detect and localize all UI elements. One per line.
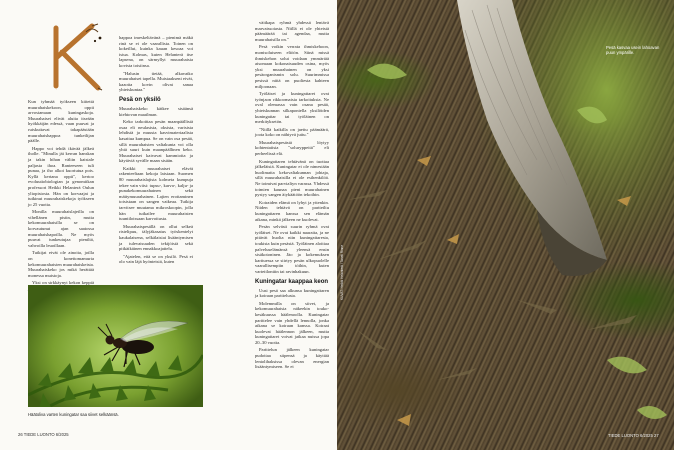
paragraph: Uusi pesä saa alkunsa kuningattaren ja koiraan parittelusta.: [255, 287, 329, 299]
drop-cap-k: [48, 22, 108, 92]
stump-photo-illustration: [337, 0, 674, 450]
paragraph: Happo voi tehdä ikävää jälkeä iholle. "Minulla jäi kerran hanskan ja takin hihan väliin kaistale paljasta ihoa. Ranteeseen tuli punaa, ja iho alkoi kuoriutua pois. Kyllä kertana oppii", kertoo evoluutiobiologian ja genomiikan professori Heikki Helanterä Oulun yliopistosta. Hän on korvaajat ja tutkinut muurahaiskekoja työkseen jo 25 vuotta.: [28, 145, 94, 207]
paragraph: väitkapa ryhmä yhdessä lentävä marvaissoiasta. Niillä ei ole yhteistä päämäärää tai agendaa, mutta muurahaisilla on.": [255, 20, 329, 42]
page-number: 26: [18, 432, 23, 437]
section-heading: Kuningatar kaappaa keon: [255, 278, 329, 285]
paragraph: Muurahaispesällä on ollut selkeä ristelipuu, tälyjäkasatus työskentelyt kaukalaisena, selkälaisiai lisääntymisen ja tulevaisuuden tekijöistä sekä pitkäikäinen ennakkoajattelu.: [119, 223, 193, 252]
text-column-1: [28, 99, 94, 299]
page-footer: [18, 432, 69, 437]
page-footer-right: [608, 433, 659, 438]
paragraph: Keko tarkoittaa pesän maanpäällistä osaa eli neulasista, oksista, varisista lehdistä ja muusta kasvimateriaalista kasattua kumpua. Se on vain osa pesää, sillä muurahaisten valtakunta voi olla yhtä suuri kuin maanpäällinen keko. Muurahaiset kaivavat kammioita ja käytäviä syvälle maan sisään.: [119, 119, 193, 164]
photo-caption: Häätoliva varten kuningatar saa siivet selkäänsä.: [28, 412, 119, 417]
paragraph: Tutkijat eivät ole ainoita, joilla on konettomamurta kekomuurahaisten muurahaiskeista. Muurahaiskeko jos mikä herättää monessa muistoja.: [28, 250, 94, 278]
ant-queen-photo: [28, 285, 203, 407]
magazine-name: TIEDE LUONTO 6/2025: [608, 433, 653, 438]
page-number: 27: [654, 433, 659, 438]
text-column-2: [119, 35, 193, 267]
paragraph: Kun tyhmää työkseen kiitettä muurahaiskekoon, oppii arvostamaan kuningaskoja. Muurahaiset elivät aluita itseään hyökkäijän edessä, vaan puuvat ja ruiskuttavat takapäästään muurahaishappoa tunkeilijan päälle.: [28, 99, 94, 144]
text-column-3: [255, 20, 329, 372]
paragraph: Molemmilla on siivet, ja kekomuurahaisia näkeekin touko-kesäkuussa häälenoolla. Kuningatar parittelee vain yhdellä lennolla, jonka aikana se koiraan kanssa. Koiraat kuolevat häälennon jälkeen, mutta kuningattaret voivat jatkaa nuissa jopa 20–30 vuotta.: [255, 300, 329, 345]
paragraph: Yksi on sirkkäynyt kekon keppiä: [32, 280, 94, 286]
magazine-name: TIEDE LUONTO 6/2025: [23, 432, 69, 437]
paragraph: Kuningattaren tehtävänä on tuottaa jälkeläisiä. Kuningatar ei ole nimestään huolimatta kekovaltakunnan johtaja, sillä muurahaisilla ei ole esihenkilöä. Ne toimivat parvialiyn varassa. Yhdessä toimien kaunaa pieni muurahainen pystyy sangen äiykäätöön tekoihin.: [255, 158, 329, 198]
paragraph: Monilla muurahaislajeilla on vihellänen pistin, mutta kekomuurahaisilla se on korvautunut ajan saatossa muurahaishapoilla. Ne myös puuvat tunkeutujaa pieniltä, vahvoilla leuoillaan.: [28, 209, 94, 248]
paragraph: Pesän selvästi suurin ryhmä ovat työläiset. Ne ovat kaikki naaraita, ja ne pitävät huolta niin kuningattaresta, toukista kuin pesästä. Työläinen aloittaa palveluselämänsä yleensä ensin sisäkotoninen. Jäo ja kokemuksen karttuessa se siirtyy pesän ulkopuolelle vaarallisempiin töihin, kuten varteitlontiin tai ravinhakuun.: [255, 224, 329, 274]
paragraph: happoa imeskeltävänä – pienimä mäkä rinä se ei ole vaarallista. Toinen on kokeillut, kuinka kauan kesoaa voi istua. Kolmas, kuten Helanterä itse lapsena, on särmyllyt muurahaisia kovista toisiinsa.: [119, 35, 193, 68]
photo-credit: KUVAT: Heikki Helanterä / Taneli Rinne: [340, 244, 344, 300]
paragraph: "Niillä kaikilla on jaettu päämäärä, joota koko on nähtyvä juttu.": [255, 126, 329, 138]
paragraph: Parittelun jälkeen kuningatar pudottaa siipensä ja käyttää lentolihaksissa olevan energian lisääntymiseen. Se ei: [255, 347, 329, 370]
paragraph: Koiraiden elämä on lyhyt ja yttenkin. Niiden tehtävä on pariteiltu kuningattaren kanssa sen elämän aikana, minkä jälkeen ne kuolevat.: [255, 199, 329, 222]
paragraph: Kaikki muurahaiset elävät rakenteeltaan kekoja laisiaan. Suomen 80 muurahaislajista kolmeta kumpuja tekee vain viisi: tupsu-, karva-, kalju- ja punakekomuurahainen sekä mättymuurahainen. Lajien erottaminen toisistaan on sangen vaikeaa. Tutkija tarvitsee muutama mikroskoopin, jolla hän tutkailee muurahaisten tuuntiloissaan karvoitusta.: [119, 165, 193, 222]
paragraph: Muurahaispesästä löytyy kohtentaiisia "soluryppeitä" eli perheelissä elä.: [255, 139, 329, 157]
paragraph: Muurahaiskeko kätkee sisäänsä kiehtovan maailman.: [119, 105, 193, 117]
paragraph: Työläiset ja kuningattaret ovat työnjaon rikkoomaisia tarkoituksia. Ne oval olemassa vain osana pesää, yhteiskunnan silkaponiella yksilöiden kuningattar tai työläinen on merkityksetön.: [255, 91, 329, 125]
right-page-photo: [337, 0, 674, 450]
photo-caption-right: Pesä kasvaa usein lahoavan puun ympärille.: [606, 45, 660, 55]
paragraph: "Ajatelen, että se on yksilö. Pesä ei olo vain läjä hyönteisiä, kuten: [119, 253, 193, 265]
drop-cap-letter: K: [56, 90, 57, 91]
paragraph: Pesä voikin verrata ihmiskehoon, monisoluiseen eliöön. Siinä missä ihmiskehon solut voidaan ymmärtää aisomaan kokonaisuuden osina, myös yksi muurahainen on yksi pesäorganismin solu. Suurimmissa pesissä niitä on puoliesta kahteen miljoonaan.: [255, 44, 329, 89]
section-heading: Pesä on yksilö: [119, 96, 161, 103]
ant-photo-illustration: [28, 285, 203, 407]
paragraph: "Halusin tietää, alkavatko muurahaiset tapella. Muistaakseni eivät, kaaotta kovin olivat sanaa yhteiskuntaa.": [119, 70, 193, 93]
